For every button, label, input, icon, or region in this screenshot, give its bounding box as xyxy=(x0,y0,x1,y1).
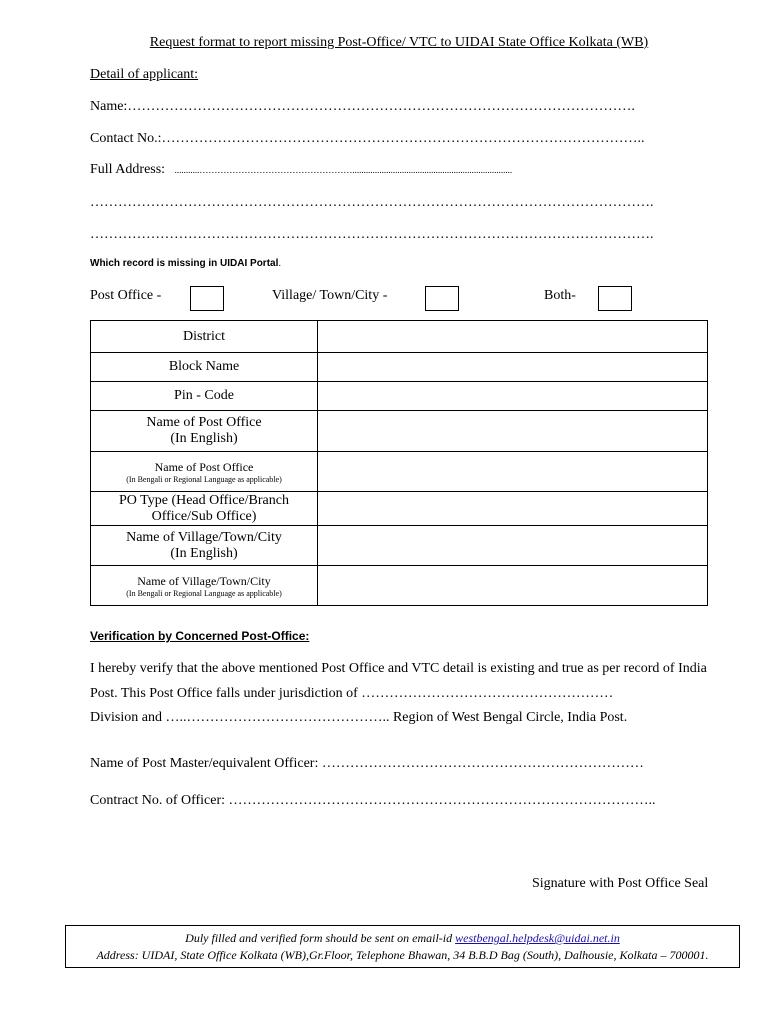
table-row xyxy=(91,526,708,566)
address-field[interactable] xyxy=(90,162,512,178)
table-row xyxy=(91,321,708,353)
missing-question-end: . xyxy=(278,258,282,269)
both-label: Both- xyxy=(544,288,576,303)
name-field[interactable]: Name:………………………………………………………………………………………………. xyxy=(90,99,635,114)
row-label-block-name: Block Name xyxy=(91,353,318,382)
row-label-vtc-english: Name of Village/Town/City (In English) xyxy=(91,526,318,566)
vtc-regional-value-cell[interactable] xyxy=(318,566,708,606)
address-label: Full Address: xyxy=(90,162,166,177)
district-value-cell[interactable] xyxy=(318,321,708,353)
verification-line-1: I hereby verify that the above mentioned Post Office and VTC detail is existing and true as per record of India xyxy=(90,661,707,676)
footer-line-1 xyxy=(66,930,739,947)
po-name-regional-value-cell[interactable] xyxy=(318,452,708,492)
row-label-po-name-regional: Name of Post Office (In Bengali or Regional Language as applicable) xyxy=(91,452,318,492)
verification-heading: Verification by Concerned Post-Office: xyxy=(90,629,310,643)
address-dots: ...........……………………………………………....................................................................... xyxy=(174,165,513,175)
table-row xyxy=(91,452,708,492)
post-office-label: Post Office - xyxy=(90,288,162,303)
vtc-english-value-cell[interactable] xyxy=(318,526,708,566)
verification-line-3[interactable]: Division and …..…………………………………….. Region of West Bengal Circle, India Post. xyxy=(90,710,628,725)
table-row xyxy=(91,566,708,606)
address-line-3[interactable]: …………………………………………………………………………………………………………. xyxy=(90,227,654,242)
row-label-district: District xyxy=(91,321,318,353)
submission-footer xyxy=(65,925,740,968)
verification-line-2[interactable]: Post. This Post Office falls under jurisdiction of ……………………………………………… xyxy=(90,686,614,701)
footer-email-prefix: Duly filled and verified form should be sent on email-id xyxy=(185,931,456,945)
po-type-value-cell[interactable] xyxy=(318,492,708,526)
row-label-pin-code: Pin - Code xyxy=(91,382,318,411)
footer-address: Address: UIDAI, State Office Kolkata (WB),Gr.Floor, Telephone Bhawan, 34 B.B.D Bag (South), Dalhousie, Kolkata – 700001. xyxy=(96,948,709,962)
row-label-po-type: PO Type (Head Office/Branch Office/Sub Office) xyxy=(91,492,318,526)
po-name-english-value-cell[interactable] xyxy=(318,411,708,452)
table-row xyxy=(91,382,708,411)
pin-code-value-cell[interactable] xyxy=(318,382,708,411)
missing-question xyxy=(90,258,281,269)
missing-question-text: Which record is missing in UIDAI Portal xyxy=(90,258,279,269)
both-checkbox[interactable] xyxy=(598,286,632,311)
form-title: Request format to report missing Post-Office/ VTC to UIDAI State Office Kolkata (WB) xyxy=(149,35,649,50)
officer-contact-field[interactable]: Contract No. of Officer: ……………………………………………………………………………….. xyxy=(90,793,656,808)
vtc-label: Village/ Town/City - xyxy=(272,288,388,303)
row-label-vtc-regional: Name of Village/Town/City (In Bengali or Regional Language as applicable) xyxy=(91,566,318,606)
table-row xyxy=(91,353,708,382)
applicant-heading: Detail of applicant: xyxy=(90,67,199,82)
helpdesk-email-link[interactable]: westbengal.helpdesk@uidai.net.in xyxy=(455,931,620,945)
record-details-table xyxy=(90,320,708,606)
postmaster-name-field[interactable]: Name of Post Master/equivalent Officer: …………………………………………………………… xyxy=(90,756,644,771)
post-office-checkbox[interactable] xyxy=(190,286,224,311)
address-line-2[interactable]: …………………………………………………………………………………………………………. xyxy=(90,195,654,210)
table-row xyxy=(91,411,708,452)
signature-label: Signature with Post Office Seal xyxy=(532,876,709,891)
block-name-value-cell[interactable] xyxy=(318,353,708,382)
table-row xyxy=(91,492,708,526)
row-label-po-name-english: Name of Post Office (In English) xyxy=(91,411,318,452)
contact-field[interactable]: Contact No.:………………………………………………………………………………………….. xyxy=(90,131,645,146)
vtc-checkbox[interactable] xyxy=(425,286,459,311)
